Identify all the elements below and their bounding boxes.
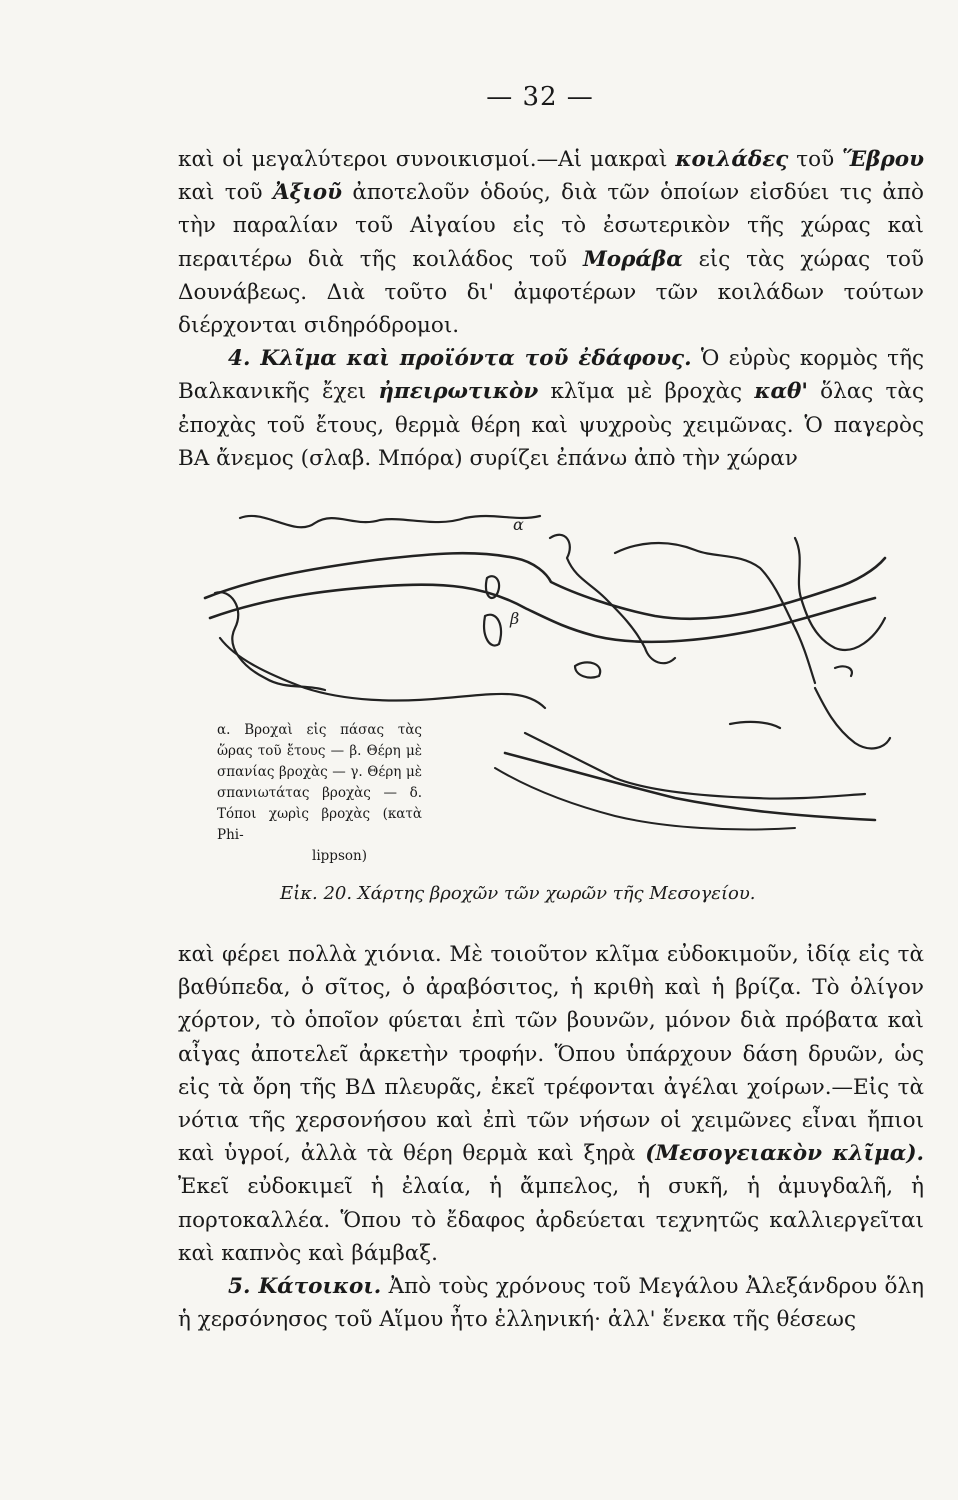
paragraph-1: καὶ οἱ μεγαλύτεροι συνοικισμοί.—Αἱ μακραὶ κοιλάδες τοῦ Ἕβρου καὶ τοῦ Ἀξιοῦ ἀποτελοῦν ὁδούς, διὰ τῶν ὁποίων εἰσδύει τις ἀπὸ τὴν παραλίαν τοῦ Αἰγαίου εἰς τὸ ἐσωτερικὸν τῆς χώρας καὶ περαιτέρω διὰ τῆς κοιλάδος τοῦ Μοράβα εἰς τὰς χώρας τοῦ Δουνάβεως. Διὰ τοῦτο δι' ἀμφοτέρων τῶν κοιλάδων τούτων διέρχονται σιδηρόδρομοι. [178,147,924,339]
paragraph-section-4: 4. Κλῖμα καὶ προϊόντα τοῦ ἐδάφους. Ὁ εὐρὺς κορμὸς τῆς Βαλκανικῆς ἔχει ἠπειρωτικὸν κλῖμα μὲ βροχὰς καθ' ὅλας τὰς ἐποχὰς τοῦ ἔτους, θερμὰ θέρη καὶ ψυχροὺς χειμῶνας. Ὁ παγερὸς ΒΑ ἄνεμος (σλαβ. Μπόρα) συρίζει ἐπάνω ἀπὸ τὴν χώραν [178,346,924,471]
paragraph-climate: καὶ φέρει πολλὰ χιόνια. Μὲ τοιοῦτον κλῖμα εὐδοκιμοῦν, ἰδίᾳ εἰς τὰ βαθύπεδα, ὁ σῖτος, ὁ ἀραβόσιτος, ἡ κριθὴ καὶ ἡ βρίζα. Τὸ ὀλίγον χόρτον, τὸ ὁποῖον φύεται ἐπὶ τῶν βουνῶν, μόνον διὰ πρόβατα καὶ αἶγας ἀποτελεῖ ἀρκετὴν τροφήν. Ὅπου ὑπάρχουν δάση δρυῶν, ὡς εἰς τὰ ὄρη τῆς ΒΔ πλευρᾶς, ἐκεῖ τρέφονται ἀγέλαι χοίρων.—Εἰς τὰ νότια τῆς χερσονήσου καὶ ἐπὶ τῶν νήσων οἱ χειμῶνες εἶναι ἤπιοι καὶ ὑγροί, ἀλλὰ τὰ θέρη θερμὰ καὶ ξηρὰ (Μεσογειακὸν κλῖμα). Ἐκεῖ εὐδοκιμεῖ ἡ ἐλαία, ἡ ἄμπελος, ἡ συκῆ, ἡ ἀμυγδαλῆ, ἡ πορτοκαλλέα. Ὅπου τὸ ἔδαφος ἀρδεύεται τεχνητῶς καλλιεργεῖται καὶ καπνὸς καὶ βάμβαξ. [178,942,924,1266]
emphasis-axios: Ἀξιοῦ [272,180,343,206]
map-island-sardinia [484,615,501,646]
emphasis-evros: Ἕβρου [842,147,924,172]
emphasis-kath: καθ' [754,379,808,405]
map-coastline-north [240,516,540,527]
map-island-sicily [575,662,600,677]
section-4-heading: 4. Κλῖμα καὶ προϊόντα τοῦ ἐδάφους. [228,346,692,372]
text-block-top [178,143,924,475]
map-island-cyprus [835,666,852,676]
figure-caption: Εἰκ. 20. Χάρτης βροχῶν τῶν χωρῶν τῆς Μεσογείου. [280,883,756,904]
section-5-heading: 5. Κάτοικοι. [228,1274,382,1300]
paragraph-section-5: 5. Κάτοικοι. Ἀπὸ τοὺς χρόνους τοῦ Μεγάλου Ἀλεξάνδρου ὅλη ἡ χερσόνησος τοῦ Αἵμου ἦτο ἑλληνική· ἀλλ' ἕνεκα τῆς θέσεως [178,1274,924,1333]
map-island-crete [730,722,780,728]
emphasis-continental: ἠπειρωτικὸν [378,379,539,405]
page-number: — 32 — [486,82,594,112]
emphasis-morava: Μοράβα [582,246,683,272]
map-boundary-b [210,585,875,642]
map-coastline-iberia [215,592,325,690]
map-label-b: β [510,609,520,628]
emphasis-mediterranean-climate: (Μεσογειακὸν κλῖμα). [645,1141,924,1167]
map-label-a: α [513,515,524,534]
map-boundary-c [505,753,875,820]
map-legend: α. Βροχαὶ εἰς πάσας τὰς ὥρας τοῦ ἔτους — β. Θέρη μὲ σπανίας βροχὰς — γ. Θέρη μὲ σπανιωτάτας βροχὰς — δ. Τόποι χωρὶς βροχὰς (κατὰ Phi- lippson) [217,720,422,867]
map-coastline-africa-west [220,638,545,708]
map-coastline-levant [815,688,890,748]
text-block-bottom [178,938,924,1336]
emphasis-valleys: κοιλάδες [675,147,789,172]
rainfall-map-figure [195,498,895,878]
legend-credit: lippson) [312,848,367,864]
map-coastline-italy [550,535,675,663]
map-boundary-a [205,553,885,619]
map-coastline-africa [525,733,865,799]
map-coastline-east [795,538,885,650]
